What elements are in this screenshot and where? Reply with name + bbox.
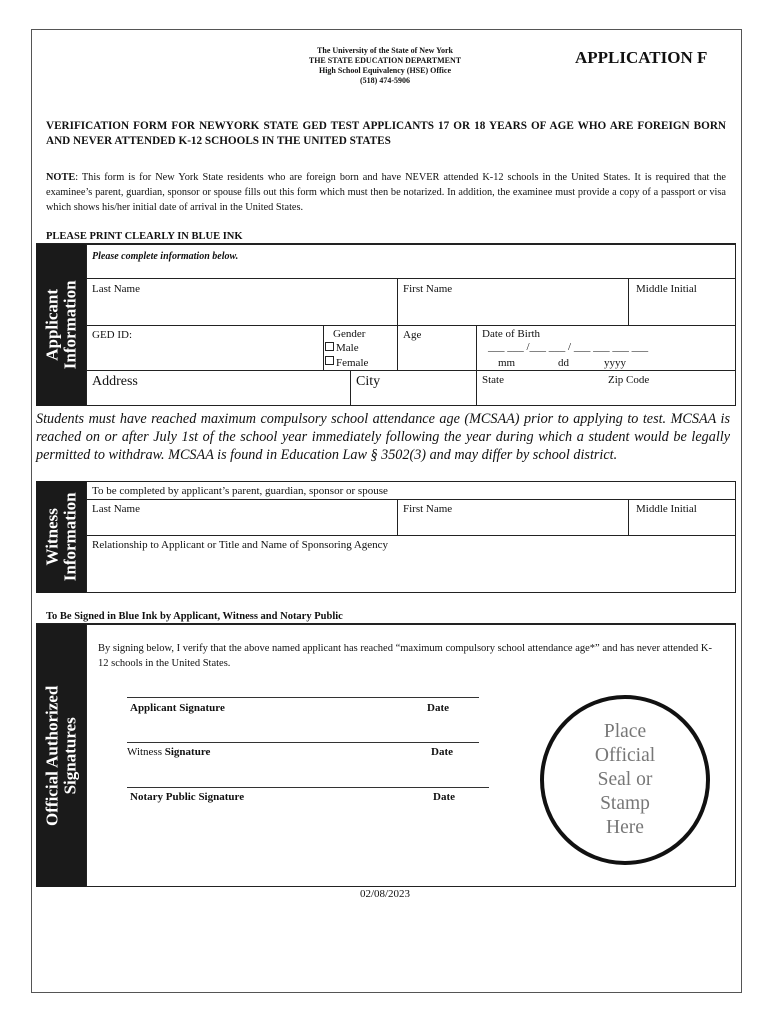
female-label: Female — [336, 357, 369, 369]
applicant-instruction: Please complete information below. — [92, 251, 239, 262]
note-text: : This form is for New York State residents who are foreign born and have NEVER attended K-12 schools in the United States. It is required that the examinee’s parent, guardian, sponsor or spouse fills out this form which must then be notarized. In addition, the examinee must provide a copy of a passport or visa which shows his/her initial date of arrival in the United States. — [46, 172, 726, 213]
gender-label: Gender — [333, 328, 366, 340]
form-id: APPLICATION F — [575, 48, 708, 67]
office-phone: (518) 474-5906 — [360, 76, 410, 85]
col-divider — [476, 325, 477, 370]
col-divider — [350, 370, 351, 406]
print-instruction: PLEASE PRINT CLEARLY IN BLUE INK — [46, 231, 243, 242]
office-name: High School Equivalency (HSE) Office — [318, 66, 451, 75]
notary-signature-line[interactable] — [127, 787, 489, 788]
witness-instruction: To be completed by applicant’s parent, guardian, sponsor or spouse — [92, 485, 388, 497]
witness-first-name-field[interactable]: First Name — [403, 503, 453, 515]
dob-label: Date of Birth — [482, 328, 541, 340]
applicant-middle-initial-field[interactable]: Middle Initial — [636, 283, 697, 295]
col-divider — [397, 278, 398, 325]
dob-field[interactable]: ___ ___ /___ ___ / ___ ___ ___ ___ — [488, 341, 649, 353]
gender-female-option[interactable] — [325, 352, 334, 370]
age-field[interactable]: Age — [403, 329, 422, 341]
col-divider — [323, 325, 324, 370]
witness-middle-initial-field[interactable]: Middle Initial — [636, 503, 697, 515]
address-field[interactable]: Address — [92, 374, 138, 389]
dob-yyyy-label: yyyy — [604, 357, 626, 369]
col-divider — [476, 370, 477, 406]
department-name: THE STATE EDUCATION DEPARTMENT — [308, 56, 462, 65]
applicant-first-name-field[interactable]: First Name — [403, 283, 453, 295]
applicant-date-label: Date — [427, 702, 449, 714]
applicant-side-label: Applicant Information — [36, 244, 86, 406]
applicant-signature-label: Applicant Signature — [130, 702, 225, 714]
row-divider — [86, 370, 736, 371]
row-divider — [86, 325, 736, 326]
signatures-side-label: Official Authorized Signatures — [36, 624, 86, 887]
relationship-field[interactable]: Relationship to Applicant or Title and Name of Sponsoring Agency — [92, 539, 389, 551]
seal-placeholder-text: Place Official Seal or Stamp Here — [594, 721, 656, 838]
row-divider — [86, 535, 736, 536]
witness-last-name-field[interactable]: Last Name — [92, 503, 140, 515]
note-label: NOTE — [46, 172, 76, 183]
col-divider — [628, 278, 629, 325]
note-paragraph — [46, 170, 726, 215]
university-name: The University of the State of New York — [317, 46, 453, 55]
dob-dd-label: dd — [558, 357, 569, 369]
verification-statement: By signing below, I verify that the above named applicant has reached “maximum compulsory school attendance age*” and has never attended K-12 schools in the United States. — [98, 643, 712, 669]
witness-info-box — [86, 481, 736, 593]
ged-id-field[interactable]: GED ID: — [92, 329, 133, 341]
dob-mm-label: mm — [498, 357, 516, 369]
row-divider — [86, 499, 736, 500]
city-field[interactable]: City — [356, 374, 381, 389]
state-field[interactable]: State — [482, 374, 504, 386]
witness-side-label: Witness Information — [36, 481, 86, 593]
notary-signature-label: Notary Public Signature — [130, 791, 245, 803]
col-divider — [397, 499, 398, 535]
notary-date-label: Date — [433, 791, 455, 803]
male-checkbox[interactable] — [325, 342, 334, 351]
col-divider — [397, 325, 398, 370]
official-seal-circle — [540, 695, 710, 865]
witness-signature-line[interactable] — [127, 742, 479, 743]
mcsaa-paragraph: Students must have reached maximum compulsory school attendance age (MCSAA) prior to applying to test. MCSAA is reached on or after July 1st of the school year immediately following the year during which a student would be legally permitted to withdraw. MCSAA is found in Education Law § 3502(3) and may differ by school district. — [36, 411, 730, 463]
applicant-last-name-field[interactable]: Last Name — [92, 283, 140, 295]
witness-date-label: Date — [431, 746, 453, 758]
row-divider — [86, 278, 736, 279]
form-title: VERIFICATION FORM FOR NEWYORK STATE GED TEST APPLICANTS 17 OR 18 YEARS OF AGE WHO ARE FOREIGN BORN AND NEVER ATTENDED K-12 SCHOOLS IN THE UNITED STATES — [46, 120, 726, 147]
female-checkbox[interactable] — [325, 356, 334, 365]
zip-code-field[interactable]: Zip Code — [608, 374, 650, 386]
footer-date: 02/08/2023 — [359, 888, 411, 900]
witness-signature-label: Witness Signature — [127, 746, 211, 758]
col-divider — [628, 499, 629, 535]
signatures-header: To Be Signed in Blue Ink by Applicant, Witness and Notary Public — [46, 611, 343, 622]
applicant-signature-line[interactable] — [127, 697, 479, 698]
male-label: Male — [336, 342, 359, 354]
